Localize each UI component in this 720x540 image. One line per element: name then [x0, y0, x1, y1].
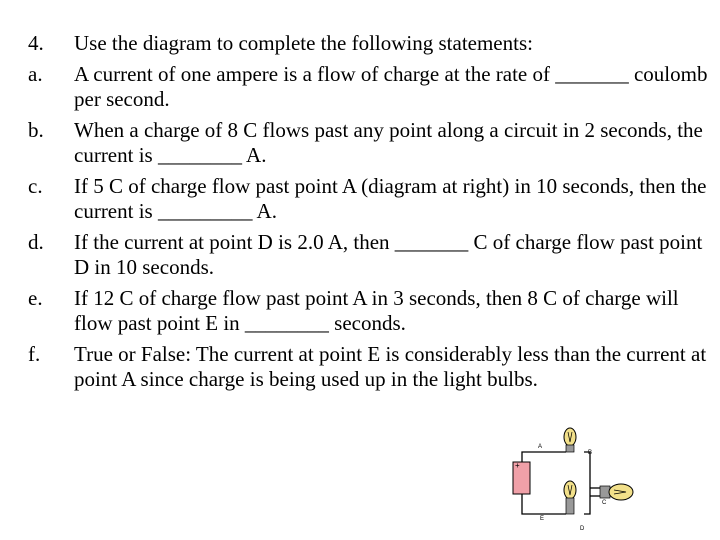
battery-plus-label: + [515, 461, 520, 470]
circuit-diagram [504, 424, 648, 536]
statement-c [28, 174, 708, 225]
item-marker: a. [28, 61, 43, 86]
bulb-side [600, 484, 633, 500]
item-text: True or False: The current at point E is considerably less than the current at point A since charge is being used up in the light bulbs. [74, 341, 707, 391]
statement-a [28, 62, 708, 113]
item-text: If 5 C of charge flow past point A (diagram at right) in 10 seconds, then the current is _________ A. [74, 173, 707, 223]
item-text: A current of one ampere is a flow of charge at the rate of _______ coulomb per second. [74, 61, 708, 111]
item-text: If the current at point D is 2.0 A, then _______ C of charge flow past point D in 10 seconds. [74, 229, 703, 279]
statement-d [28, 230, 708, 281]
worksheet [28, 31, 708, 398]
bulb-top [564, 428, 576, 452]
question-4 [28, 31, 708, 57]
item-marker: f. [28, 341, 41, 366]
item-text: If 12 C of charge flow past point A in 3 seconds, then 8 C of charge will flow past point E in ________ seconds. [74, 285, 679, 335]
item-marker: 4. [28, 31, 44, 55]
circuit-wires [522, 452, 600, 514]
point-label-d: D [580, 526, 585, 532]
item-text: When a charge of 8 C flows past any point along a circuit in 2 seconds, the current is ________ A. [74, 117, 703, 167]
item-marker: c. [28, 173, 43, 198]
point-label-b: B [588, 450, 593, 456]
statement-e [28, 286, 708, 337]
statement-f [28, 342, 708, 393]
statement-b [28, 118, 708, 169]
point-label-c: C [602, 500, 607, 506]
item-marker: d. [28, 229, 44, 254]
point-label-a: A [538, 444, 543, 450]
item-marker: b. [28, 117, 44, 142]
item-marker: e. [28, 285, 43, 310]
point-label-e: E [540, 516, 545, 522]
item-text: Use the diagram to complete the following statements: [74, 31, 533, 55]
bulb-bottom [564, 481, 576, 514]
